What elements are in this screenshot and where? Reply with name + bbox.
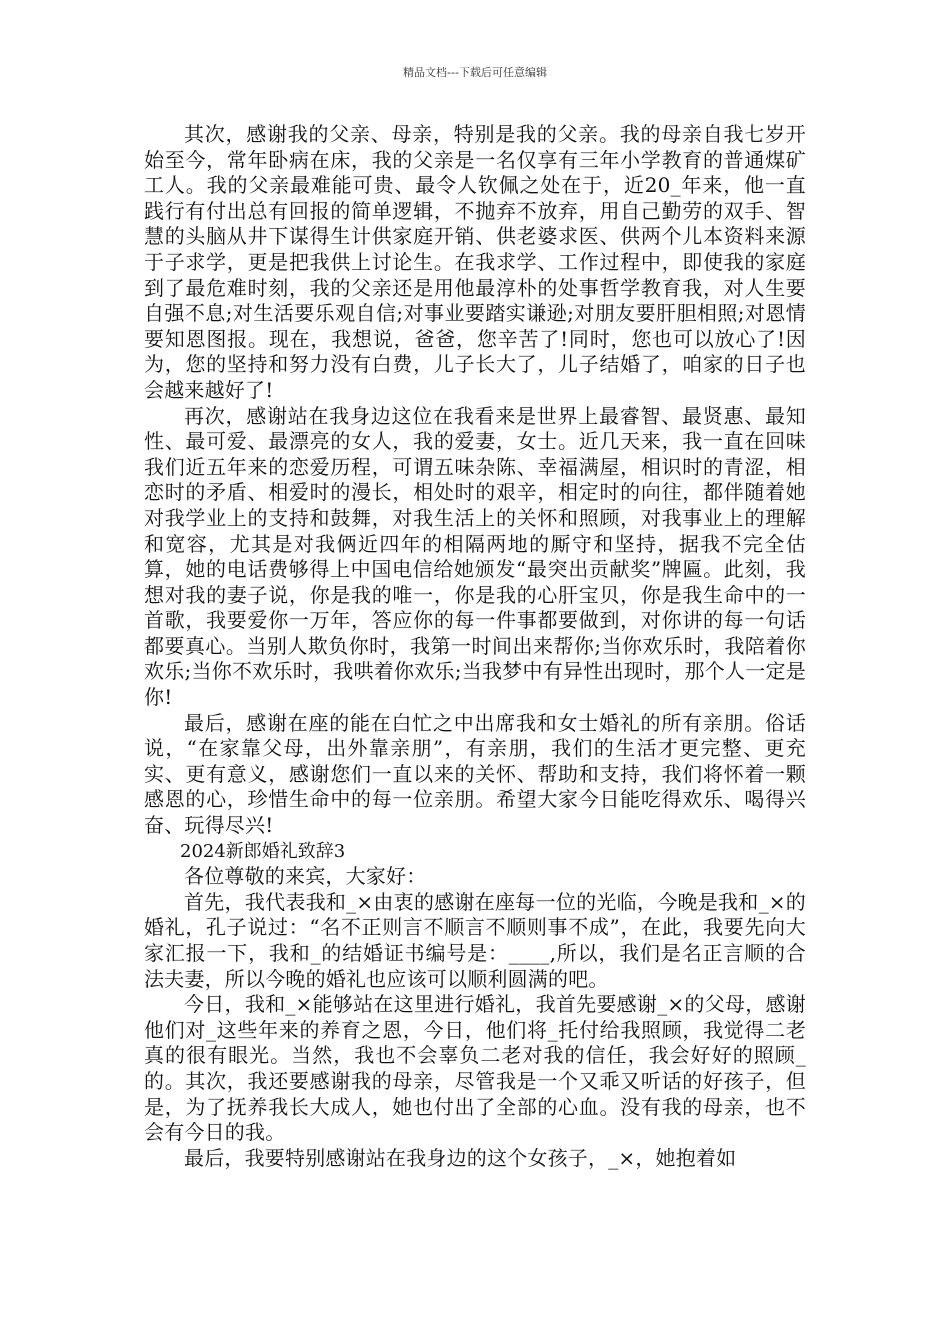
- document-body: [144, 122, 806, 1171]
- paragraph-last: 最后，我要特别感谢站在我身边的这个女孩子，_×，她抱着如: [184, 1145, 737, 1170]
- paragraph-thanks-guests: 最后，感谢在座的能在白忙之中出席我和女士婚礼的所有亲朋。俗话说，“在家靠父母，出外靠亲朋”，有亲朋，我们的生活才更完整、更充实、更有意义，感谢您们一直以来的关怀、帮助和支持，我们将怀着一颗感恩的心，珍惜生命中的每一位亲朋。希望大家今日能吃得欢乐、喝得兴奋、玩得尽兴!: [144, 710, 806, 838]
- paragraph-first: 首先，我代表我和_×由衷的感谢在座每一位的光临，今晚是我和_×的婚礼，孔子说过：“名不正则言不顺言不顺则事不成”，在此，我要先向大家汇报一下，我和_的结婚证书编号是：____,所以，我们是名正言顺的合法夫妻，所以今晚的婚礼也应该可以顺利圆满的吧。: [144, 889, 806, 991]
- paragraph-thanks-wife: 再次，感谢站在我身边这位在我看来是世界上最睿智、最贤惠、最知性、最可爱、最漂亮的女人，我的爱妻，女士。近几天来，我一直在回味我们近五年来的恋爱历程，可谓五味杂陈、幸福满屋，相识时的青涩，相恋时的矛盾、相爱时的漫长，相处时的艰辛，相定时的向往，都伴随着她对我学业上的支持和鼓舞，对我生活上的关怀和照顾，对我事业上的理解和宽容，尤其是对我俩近四年的相隔两地的厮守和坚持，据我不完全估算，她的电话费够得上中国电信给她颁发“最突出贡献奖”牌匾。此刻，我想对我的妻子说，你是我的唯一，你是我的心肝宝贝，你是我生命中的一首歌，我要爱你一万年，答应你的每一件事都要做到，对你讲的每一句话都要真心。当别人欺负你时，我第一时间出来帮你;当你欢乐时，我陪着你欢乐;当你不欢乐时，我哄着你欢乐;当我梦中有异性出现时，那个人一定是你!: [144, 403, 806, 710]
- page-header: 精品文档---下载后可任意编辑: [403, 66, 547, 79]
- paragraph-today: 今日，我和_×能够站在这里进行婚礼，我首先要感谢_×的父母，感谢他们对_这些年来的养育之恩，今日，他们将_托付给我照顾，我觉得二老真的很有眼光。当然，我也不会辜负二老对我的信任，我会好好的照顾_的。其次，我还要感谢我的母亲，尽管我是一个又乖又听话的好孩子，但是，为了抚养我长大成人，她也付出了全部的心血。没有我的母亲，也不会有今日的我。: [144, 992, 806, 1145]
- paragraph-greeting: 各位尊敬的来宾，大家好：: [184, 864, 427, 889]
- section-title: 2024新郎婚礼致辞3: [180, 840, 346, 862]
- paragraph-thanks-parents: 其次，感谢我的父亲、母亲，特别是我的父亲。我的母亲自我七岁开始至今，常年卧病在床，我的父亲是一名仅享有三年小学教育的普通煤矿工人。我的父亲最难能可贵、最令人钦佩之处在于，近20_年来，他一直践行有付出总有回报的简单逻辑，不抛弃不放弃，用自己勤劳的双手、智慧的头脑从井下谋得生计供家庭开销、供老婆求医、供两个儿本资料来源于子求学，更是把我供上讨论生。在我求学、工作过程中，即使我的家庭到了最危难时刻，我的父亲还是用他最淳朴的处事哲学教育我，对人生要自强不息;对生活要乐观自信;对事业要踏实谦逊;对朋友要肝胆相照;对恩情要知恩图报。现在，我想说，爸爸，您辛苦了!同时，您也可以放心了!因为，您的坚持和努力没有白费，儿子长大了，儿子结婚了，咱家的日子也会越来越好了!: [144, 122, 806, 402]
